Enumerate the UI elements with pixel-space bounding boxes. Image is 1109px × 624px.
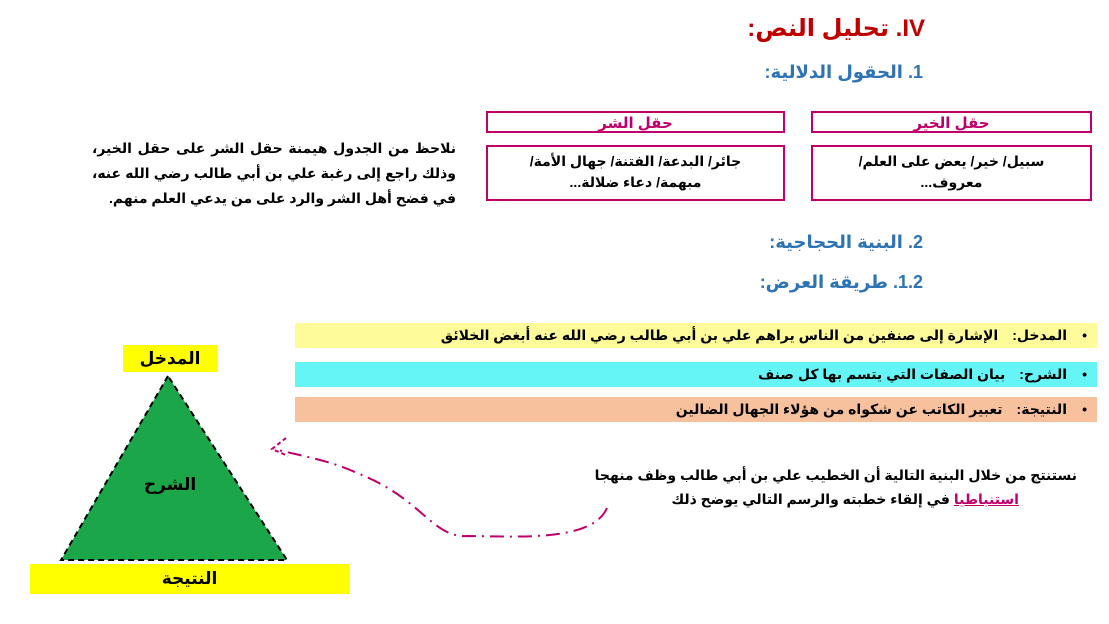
evil-field-body [486,145,785,201]
row-result [295,397,1097,422]
diagram-label-intro: المدخل [123,345,217,372]
bullet-icon: • [1082,401,1087,417]
row-result-text: تعبير الكاتب عن شكواه من هؤلاء الجهال الضالين [675,401,1003,417]
deductive-link[interactable]: استنباطيا [953,491,1019,507]
conclusion-line-2-rest: في إلقاء خطبته والرسم التالي يوضح ذلك [671,491,954,507]
row-result-label: النتيجة: [1016,401,1067,417]
evil-field-line-2: مبهمة/ دعاء ضلالة... [569,174,702,190]
diagram-label-result: النتيجة [30,564,349,594]
bullet-icon: • [1082,327,1087,343]
argument-structure-heading: 2. البنية الحجاجية: [769,232,923,252]
presentation-method-heading: 1.2. طريقة العرض: [759,272,923,292]
dashed-arrow-path [274,449,607,537]
row-explanation-text: بيان الصفات التي يتسم بها كل صنف [758,366,1006,382]
good-field-title: حقل الخير [811,111,1092,133]
dashed-arrow [262,428,622,548]
bullet-icon: • [1082,366,1087,382]
row-explanation [295,362,1097,387]
conclusion-line-1: نستنتج من خلال البنية التالية أن الخطيب علي بن أبي طالب وظف منهجا [594,467,1077,483]
good-field-line-1: سبيل/ خير/ يعض على العلم/ [858,153,1045,169]
section-title: IV. تحليل النص: [747,15,925,42]
good-field-line-2: معروف... [920,174,983,190]
row-explanation-label: الشرح: [1019,366,1067,382]
argument-triangle [55,372,295,564]
row-intro-label: المدخل: [1012,327,1067,343]
triangle-shape [61,376,287,560]
semantic-fields-heading: 1. الحقول الدلالية: [764,62,923,82]
good-field-body [811,145,1092,201]
row-intro-text: الإشارة إلى صنفين من الناس يراهم علي بن أبي طالب رضي الله عنه أبغض الخلائق [440,327,999,343]
diagram-label-explanation: الشرح [143,475,197,494]
semantic-fields-note: نلاحظ من الجدول هيمنة حقل الشر على حقل الخير، وذلك راجع إلى رغبة علي بن أبي طالب رضي الله عنه، في فضح أهل الشر والرد على من يدعي العلم منهم. [92,140,456,206]
evil-field-title: حقل الشر [486,111,785,133]
evil-field-line-1: جائر/ البدعة/ الفتنة/ جهال الأمة/ [529,153,742,169]
row-intro [295,323,1097,348]
